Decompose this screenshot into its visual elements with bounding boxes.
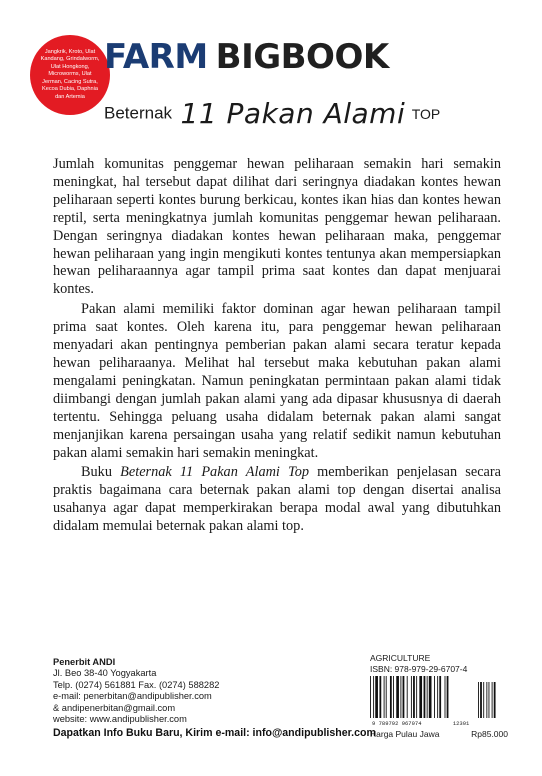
barcode-digits-right: 12301: [452, 720, 470, 727]
publisher-email-1: e-mail: penerbitan@andipublisher.com: [53, 691, 212, 702]
badge-text: Jangkrik, Kroto, Ulat Kandang, Grindalworm, Ulat Hongkong, Microworms, Ulat Jerman, Cacing Sutra, Kecoa Dubia, Daphnia dan Artemia: [40, 49, 100, 100]
publisher-website: website: www.andipublisher.com: [53, 714, 187, 725]
footer-info: Dapatkan Info Buku Baru, Kirim e-mail: info@andipublisher.com: [53, 727, 376, 739]
publisher-email-2: & andipenerbitan@gmail.com: [53, 702, 176, 713]
p3-before: Buku: [81, 464, 121, 481]
blurb-paragraph-3: [53, 464, 501, 536]
barcode-digits: [372, 720, 506, 727]
species-badge: [30, 35, 110, 115]
p3-after: memberikan penjelasan secara praktis bagaimana cara beternak pakan alami top dengan disertai analisa usahanya agar dapat memperkirakan berapa modal awal yang dibutuhkan didalam memulai beternak pakan alami top.: [53, 464, 501, 535]
price-label: Harga Pulau Jawa: [370, 729, 440, 739]
blurb-paragraph-1: Jumlah komunitas penggemar hewan peliharaan semakin hari semakin meningkat, hal tersebut dapat dilihat dari seringnya diadakan kontes hewan peliharaan seperti kontes burung berkicau, kontes ikan hias dan kontes hewan reptil, serta meningkatnya jumlah komunitas penggemar hewan peliharaan. Dengan seringnya diadakan kontes hewan peliharaan maka, penggemar hewan peliharaan yang ingin mengikuti kontes tentunya akan mempersiapkan hewan peliharaannya agar tampil prima saat kontes dan dapat menjuarai kontes.: [53, 156, 501, 298]
barcode-digits-left: 9 789792 967074: [372, 720, 422, 727]
isbn-label: ISBN: 978-979-29-6707-4: [370, 664, 468, 674]
price-area: [370, 729, 508, 739]
barcode: [370, 676, 508, 720]
blurb-paragraph-2: Pakan alami memiliki faktor dominan agar hewan peliharaan tampil prima saat kontes. Oleh karena itu, para penggemar hewan peliharaan menyadari akan pentingnya pemberian pakan alami secara teratur kepada hewan peliharaanya. Melihat hal tersebut maka kebutuhan pakan alami mengalami peningkatan. Namun peningkatan permintaan pakan alami tidak diimbangi dengan jumlah pakan alami yang ada dipasar khususnya di daerah tertentu. Sehingga peluang usaha didalam beternak pakan alami sangat menjanjikan karena persaingan usaha yang relatif sedikit namun kebutuhan pakan alami semakin hari semakin meningkat.: [53, 301, 501, 461]
price-value: Rp85.000: [471, 729, 508, 739]
subtitle-main: 11 Pakan Alami: [180, 97, 406, 130]
title-bigbook: BIGBOOK: [215, 37, 389, 77]
publisher-name: Penerbit ANDI: [53, 657, 116, 667]
publisher-info: [53, 657, 333, 725]
publisher-phone: Telp. (0274) 561881 Fax. (0274) 588282: [53, 679, 220, 690]
subtitle-tag: TOP: [411, 105, 441, 122]
publisher-address: Jl. Beo 38-40 Yogyakarta: [53, 668, 157, 679]
blurb: [53, 156, 501, 538]
title-farm: FARM: [104, 37, 208, 77]
book-subtitle: [104, 97, 524, 130]
series-title: [104, 37, 524, 77]
subtitle-lead: Beternak: [104, 103, 173, 123]
p3-book-title: Beternak 11 Pakan Alami Top: [120, 464, 309, 481]
category-label: AGRICULTURE: [370, 653, 431, 663]
